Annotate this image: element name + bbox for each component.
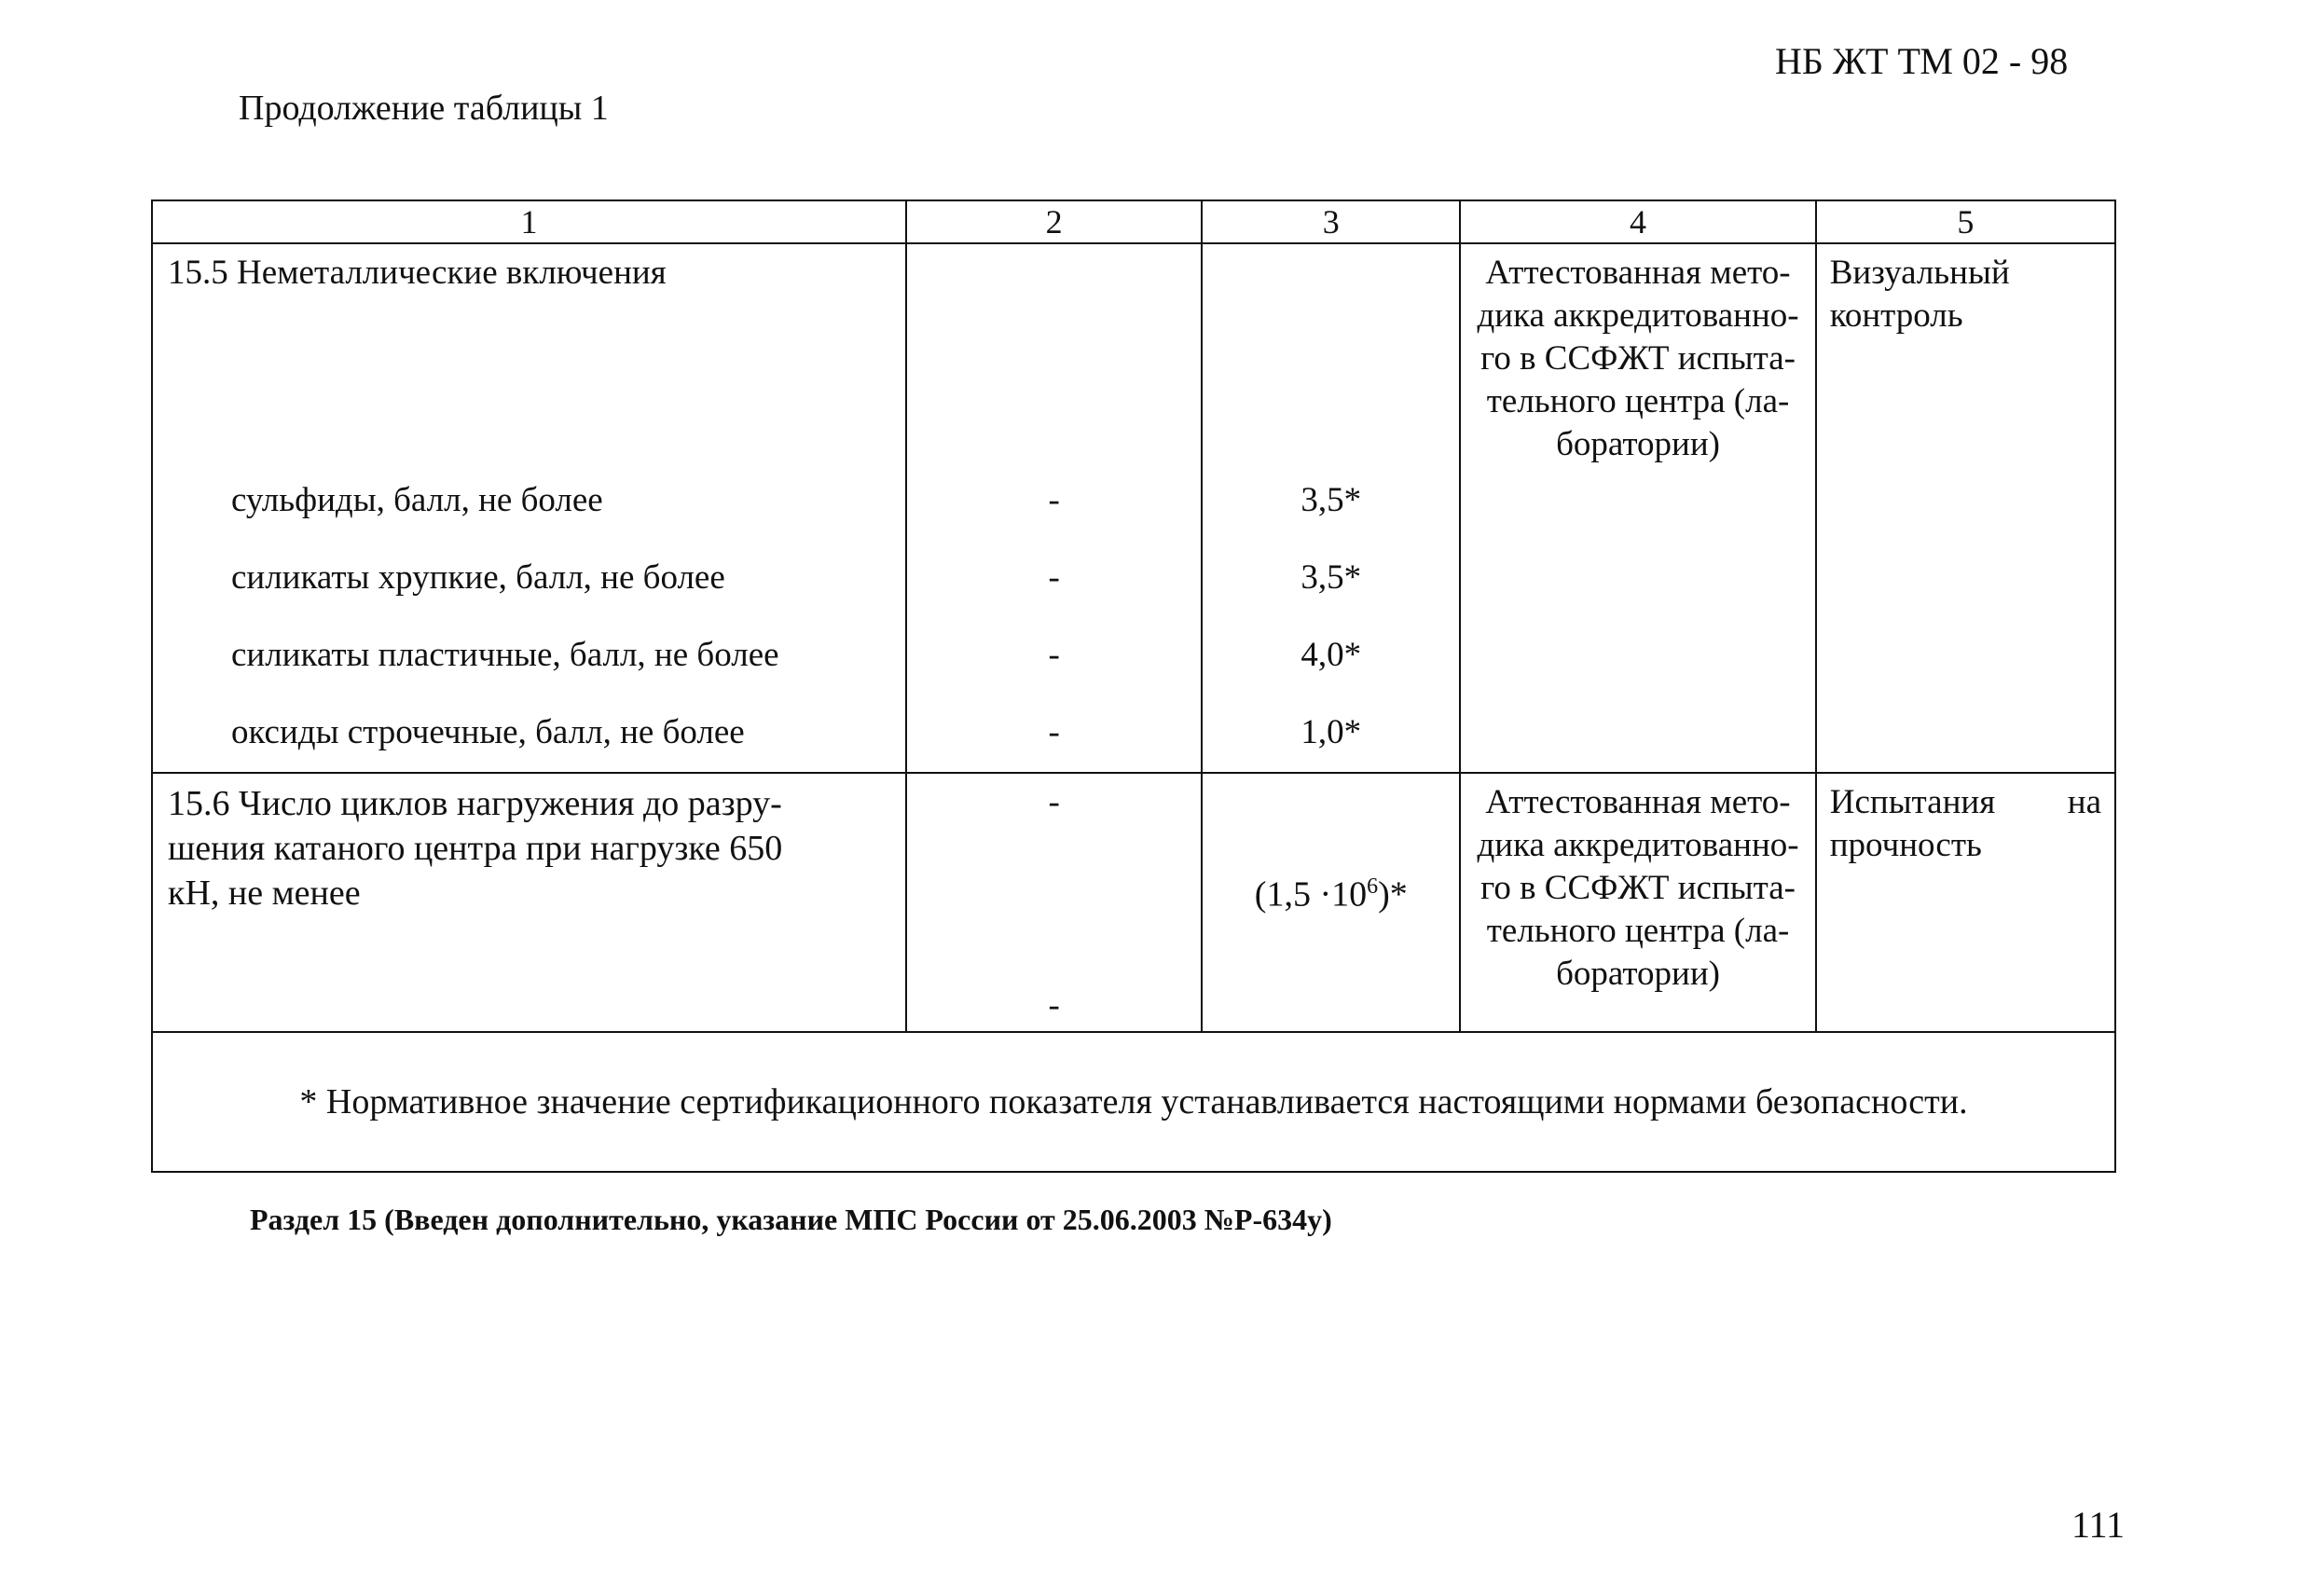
method-line: Аттестованная мето- — [1485, 783, 1791, 821]
document-code: НБ ЖТ ТМ 02 - 98 — [1775, 40, 2069, 82]
method-line: дика аккредитованно- — [1477, 296, 1799, 335]
dash-value: - — [1048, 713, 1060, 751]
control-type-line-2: прочность — [1829, 826, 1982, 864]
control-type-text — [1830, 252, 2101, 337]
sub-item-name: оксиды строчечные, балл, не более — [231, 713, 745, 751]
column-2-cell — [906, 773, 1202, 1032]
sub-item-name: силикаты хрупкие, балл, не более — [231, 558, 725, 597]
norm-value: 3,5* — [1300, 558, 1362, 597]
column-header-4: 4 — [1460, 200, 1815, 243]
title-line: кН, не менее — [168, 874, 361, 913]
column-3-cell — [1202, 773, 1460, 1032]
page-number: 111 — [2071, 1504, 2126, 1546]
value-suffix: )* — [1378, 874, 1408, 915]
norm-value: 3,5* — [1300, 481, 1362, 519]
norm-value — [1203, 865, 1459, 916]
column-2-cell — [906, 243, 1202, 773]
parameter-title — [168, 781, 892, 915]
parameter-cell — [152, 773, 906, 1032]
requirements-table — [151, 200, 2116, 1173]
column-header-2: 2 — [906, 200, 1202, 243]
dash-value: - — [1048, 986, 1060, 1025]
column-3-cell — [1202, 243, 1460, 773]
method-line: Аттестованная мето- — [1485, 254, 1791, 292]
dash-value: - — [1048, 558, 1060, 597]
test-method-text — [1468, 252, 1807, 466]
dash-value: - — [1048, 636, 1060, 674]
norm-value: 4,0* — [1300, 636, 1362, 674]
dash-value: - — [1048, 783, 1060, 821]
footnote: * Нормативное значение сертификационного показателя устанавливается настоящими нормами безопасности. — [152, 1032, 2115, 1172]
control-line: контроль — [1829, 296, 1963, 335]
method-line: боратории) — [1556, 955, 1720, 993]
method-line: боратории) — [1556, 425, 1720, 463]
table-row-15-5 — [152, 243, 2115, 773]
table-row-15-6 — [152, 773, 2115, 1032]
section-note: Раздел 15 (Введен дополнительно, указание МПС России от 25.06.2003 №Р-634у) — [250, 1203, 1332, 1236]
method-line: тельного центра (ла- — [1486, 912, 1790, 950]
control-cell — [1816, 773, 2115, 1032]
parameter-title: 15.5 Неметаллические включения — [168, 254, 667, 292]
control-word: Испытания — [1829, 783, 1996, 821]
value-mantissa: (1,5 ·10 — [1254, 874, 1368, 915]
table-continuation-title: Продолжение таблицы 1 — [239, 89, 609, 128]
method-line: дика аккредитованно- — [1477, 826, 1799, 864]
method-cell — [1460, 243, 1815, 773]
column-header-3: 3 — [1202, 200, 1460, 243]
table-header-row — [152, 200, 2115, 243]
method-line: го в ССФЖТ испыта- — [1480, 869, 1796, 907]
method-cell — [1460, 773, 1815, 1032]
column-header-1: 1 — [152, 200, 906, 243]
table-footnote-row — [152, 1032, 2115, 1172]
test-method-text — [1468, 781, 1807, 996]
sub-item-name: силикаты пластичные, балл, не более — [231, 636, 779, 674]
dash-value: - — [1048, 481, 1060, 519]
column-header-5: 5 — [1816, 200, 2115, 243]
method-line: го в ССФЖТ испыта- — [1480, 339, 1796, 378]
control-word: на — [2067, 783, 2101, 821]
control-line: Визуальный — [1829, 254, 2010, 292]
title-line: шения катаного центра при нагрузке 650 — [168, 829, 783, 868]
sub-item-name: сульфиды, балл, не более — [231, 481, 603, 519]
value-exponent: 6 — [1367, 874, 1379, 899]
title-line: 15.6 Число циклов нагружения до разру- — [168, 784, 782, 823]
parameter-cell — [152, 243, 906, 773]
control-type-line-1 — [1830, 781, 2101, 824]
norm-value: 1,0* — [1300, 713, 1362, 751]
method-line: тельного центра (ла- — [1486, 382, 1790, 420]
control-cell — [1816, 243, 2115, 773]
